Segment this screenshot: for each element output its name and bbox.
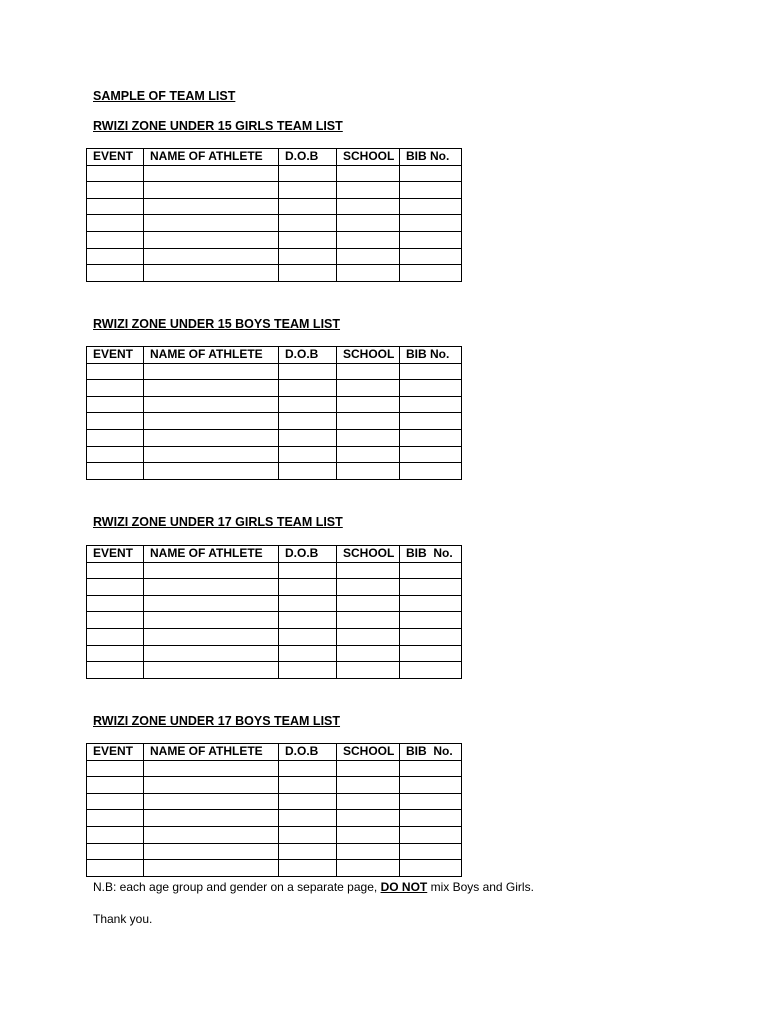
table-row — [87, 760, 462, 777]
table-cell — [144, 182, 279, 199]
table-cell — [279, 429, 337, 446]
table-cell — [87, 645, 144, 662]
table-cell — [87, 413, 144, 430]
table-cell — [279, 760, 337, 777]
table-row — [87, 628, 462, 645]
table-row — [87, 363, 462, 380]
table-cell — [279, 810, 337, 827]
table-cell — [279, 396, 337, 413]
table-cell — [87, 182, 144, 199]
table-cell — [337, 826, 400, 843]
table-cell — [337, 793, 400, 810]
table-cell — [279, 645, 337, 662]
table-row — [87, 595, 462, 612]
table-cell — [400, 429, 462, 446]
table-cell — [144, 363, 279, 380]
table-cell — [279, 182, 337, 199]
table-cell — [279, 777, 337, 794]
table-cell — [87, 215, 144, 232]
table-cell — [279, 562, 337, 579]
table-cell — [337, 182, 400, 199]
table-cell — [87, 463, 144, 480]
table-cell — [87, 165, 144, 182]
column-header-dob: D.O.B — [279, 546, 337, 563]
table-cell — [87, 380, 144, 397]
table-row — [87, 248, 462, 265]
table-cell — [279, 231, 337, 248]
table-cell — [337, 579, 400, 596]
table-row — [87, 198, 462, 215]
table-row — [87, 612, 462, 629]
team-list-table — [86, 545, 462, 679]
table-cell — [279, 248, 337, 265]
table-cell — [87, 826, 144, 843]
table-cell — [337, 231, 400, 248]
table-cell — [87, 198, 144, 215]
table-cell — [400, 612, 462, 629]
table-cell — [87, 446, 144, 463]
table-cell — [279, 363, 337, 380]
column-header-event: EVENT — [87, 347, 144, 364]
table-cell — [400, 182, 462, 199]
table-row — [87, 182, 462, 199]
table-cell — [400, 562, 462, 579]
table-cell — [337, 645, 400, 662]
table-row — [87, 562, 462, 579]
header-row — [87, 149, 462, 166]
table-cell — [400, 595, 462, 612]
table-cell — [400, 215, 462, 232]
table-cell — [144, 446, 279, 463]
closing-text: Thank you. — [93, 912, 153, 926]
team-list-table — [86, 743, 462, 877]
table-cell — [144, 265, 279, 282]
table-row — [87, 579, 462, 596]
table-cell — [144, 810, 279, 827]
note-suffix: mix Boys and Girls. — [427, 880, 534, 894]
table-cell — [337, 446, 400, 463]
table-cell — [144, 645, 279, 662]
column-header-dob: D.O.B — [279, 149, 337, 166]
table-row — [87, 777, 462, 794]
table-cell — [337, 810, 400, 827]
header-row — [87, 546, 462, 563]
table-cell — [279, 165, 337, 182]
team-list-table — [86, 148, 462, 282]
table-cell — [400, 396, 462, 413]
table-cell — [400, 777, 462, 794]
table-cell — [279, 446, 337, 463]
table-cell — [144, 198, 279, 215]
table-row — [87, 463, 462, 480]
table-cell — [87, 628, 144, 645]
table-cell — [144, 662, 279, 679]
column-header-event: EVENT — [87, 744, 144, 761]
column-header-name-of-athlete: NAME OF ATHLETE — [144, 149, 279, 166]
team-list-table — [86, 346, 462, 480]
table-cell — [400, 446, 462, 463]
column-header-school: SCHOOL — [337, 347, 400, 364]
column-header-name-of-athlete: NAME OF ATHLETE — [144, 744, 279, 761]
table-cell — [337, 562, 400, 579]
table-cell — [87, 579, 144, 596]
table-cell — [279, 198, 337, 215]
table-cell — [337, 396, 400, 413]
table-cell — [144, 793, 279, 810]
table-cell — [337, 463, 400, 480]
table-row — [87, 413, 462, 430]
table-cell — [400, 860, 462, 877]
table-cell — [144, 562, 279, 579]
table-cell — [279, 595, 337, 612]
table-cell — [337, 363, 400, 380]
table-cell — [144, 248, 279, 265]
table-cell — [144, 860, 279, 877]
table-cell — [337, 760, 400, 777]
table-cell — [87, 396, 144, 413]
note-emphasis: DO NOT — [380, 880, 428, 894]
table-row — [87, 446, 462, 463]
column-header-school: SCHOOL — [337, 744, 400, 761]
table-cell — [337, 215, 400, 232]
table-row — [87, 429, 462, 446]
table-cell — [144, 413, 279, 430]
table-cell — [400, 662, 462, 679]
table-cell — [279, 413, 337, 430]
header-row — [87, 347, 462, 364]
table-cell — [400, 363, 462, 380]
table-cell — [279, 612, 337, 629]
table-cell — [279, 662, 337, 679]
table-cell — [87, 562, 144, 579]
table-cell — [337, 413, 400, 430]
table-cell — [279, 215, 337, 232]
table-cell — [87, 265, 144, 282]
table-row — [87, 662, 462, 679]
table-cell — [337, 198, 400, 215]
table-cell — [144, 165, 279, 182]
table-cell — [400, 413, 462, 430]
table-cell — [337, 860, 400, 877]
column-header-dob: D.O.B — [279, 744, 337, 761]
table-cell — [144, 826, 279, 843]
table-cell — [337, 380, 400, 397]
note-prefix: N.B: each age group and gender on a separate page, — [93, 880, 381, 894]
table-cell — [400, 826, 462, 843]
table-cell — [400, 810, 462, 827]
table-cell — [400, 231, 462, 248]
table-cell — [400, 628, 462, 645]
table-row — [87, 793, 462, 810]
column-header-bib-no: BIB No. — [400, 347, 462, 364]
table-row — [87, 826, 462, 843]
table-cell — [337, 612, 400, 629]
table-cell — [279, 860, 337, 877]
table-cell — [400, 165, 462, 182]
column-header-event: EVENT — [87, 149, 144, 166]
header-row — [87, 744, 462, 761]
section-title: RWIZI ZONE UNDER 17 BOYS TEAM LIST — [93, 714, 341, 728]
table-cell — [87, 662, 144, 679]
section-title: RWIZI ZONE UNDER 17 GIRLS TEAM LIST — [93, 515, 343, 529]
table-cell — [400, 645, 462, 662]
table-cell — [337, 429, 400, 446]
table-cell — [337, 248, 400, 265]
table-cell — [144, 843, 279, 860]
table-cell — [400, 198, 462, 215]
table-cell — [279, 579, 337, 596]
table-cell — [144, 231, 279, 248]
table-cell — [87, 231, 144, 248]
section-title: RWIZI ZONE UNDER 15 GIRLS TEAM LIST — [93, 119, 343, 133]
table-cell — [144, 628, 279, 645]
table-cell — [337, 265, 400, 282]
table-cell — [87, 843, 144, 860]
table-cell — [144, 215, 279, 232]
table-cell — [279, 380, 337, 397]
table-cell — [400, 248, 462, 265]
column-header-event: EVENT — [87, 546, 144, 563]
table-cell — [337, 777, 400, 794]
table-row — [87, 843, 462, 860]
table-row — [87, 380, 462, 397]
table-cell — [279, 463, 337, 480]
table-cell — [400, 265, 462, 282]
table-cell — [279, 793, 337, 810]
table-cell — [144, 777, 279, 794]
table-row — [87, 810, 462, 827]
note-text — [93, 879, 534, 895]
table-cell — [400, 380, 462, 397]
table-row — [87, 165, 462, 182]
column-header-school: SCHOOL — [337, 546, 400, 563]
section-title: RWIZI ZONE UNDER 15 BOYS TEAM LIST — [93, 317, 341, 331]
table-cell — [400, 793, 462, 810]
table-cell — [400, 760, 462, 777]
table-row — [87, 860, 462, 877]
table-cell — [279, 843, 337, 860]
column-header-dob: D.O.B — [279, 347, 337, 364]
table-cell — [87, 429, 144, 446]
table-cell — [87, 595, 144, 612]
page-title: SAMPLE OF TEAM LIST — [93, 89, 236, 103]
table-cell — [400, 579, 462, 596]
table-cell — [144, 760, 279, 777]
table-row — [87, 396, 462, 413]
table-row — [87, 231, 462, 248]
table-cell — [87, 777, 144, 794]
table-cell — [87, 810, 144, 827]
table-row — [87, 265, 462, 282]
table-row — [87, 215, 462, 232]
table-cell — [144, 429, 279, 446]
table-cell — [279, 265, 337, 282]
table-cell — [144, 396, 279, 413]
column-header-bib-no: BIB No. — [400, 149, 462, 166]
table-cell — [87, 248, 144, 265]
table-cell — [337, 165, 400, 182]
table-cell — [87, 760, 144, 777]
table-cell — [279, 628, 337, 645]
table-cell — [144, 595, 279, 612]
table-cell — [144, 612, 279, 629]
table-cell — [279, 826, 337, 843]
table-cell — [87, 612, 144, 629]
column-header-bib-no: BIB No. — [400, 546, 462, 563]
column-header-name-of-athlete: NAME OF ATHLETE — [144, 546, 279, 563]
column-header-name-of-athlete: NAME OF ATHLETE — [144, 347, 279, 364]
table-row — [87, 645, 462, 662]
table-cell — [144, 463, 279, 480]
table-cell — [337, 628, 400, 645]
column-header-bib-no: BIB No. — [400, 744, 462, 761]
table-cell — [87, 793, 144, 810]
table-cell — [87, 363, 144, 380]
table-cell — [337, 662, 400, 679]
column-header-school: SCHOOL — [337, 149, 400, 166]
table-cell — [337, 595, 400, 612]
table-cell — [144, 380, 279, 397]
table-cell — [337, 843, 400, 860]
table-cell — [144, 579, 279, 596]
table-cell — [87, 860, 144, 877]
table-cell — [400, 463, 462, 480]
table-cell — [400, 843, 462, 860]
